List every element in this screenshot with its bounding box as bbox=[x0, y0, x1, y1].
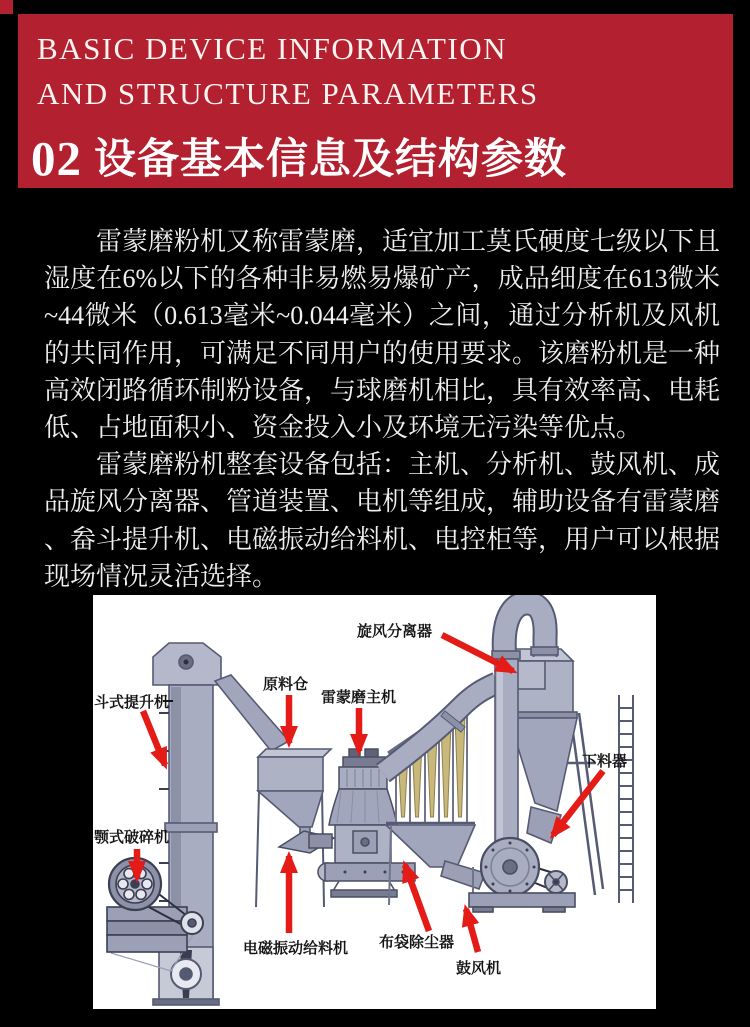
label-raymond-mill-host: 雷蒙磨主机 bbox=[321, 690, 397, 706]
section-number: 02 bbox=[31, 131, 82, 186]
discharger-graphic bbox=[527, 807, 561, 843]
header-title-en-line2: AND STRUCTURE PARAMETERS bbox=[37, 76, 539, 111]
bag-collector-arrow bbox=[405, 865, 429, 931]
label-bucket-elevator: 斗式提升机 bbox=[94, 695, 170, 711]
blower-graphic bbox=[469, 838, 575, 912]
blower-arrow bbox=[466, 909, 478, 952]
equipment-structure-diagram bbox=[93, 595, 656, 1009]
header-title-en-line1: BASIC DEVICE INFORMATION bbox=[37, 31, 508, 66]
section-title-zh: 设备基本信息及结构参数 bbox=[94, 137, 568, 183]
raw-material-bin-graphic bbox=[256, 749, 331, 907]
cyclone-ladder bbox=[619, 695, 633, 903]
label-blower: 鼓风机 bbox=[456, 961, 502, 977]
bucket-elevator-arrow bbox=[143, 711, 165, 765]
label-bag-dust-collector: 布袋除尘器 bbox=[379, 935, 455, 951]
section-header bbox=[18, 14, 733, 188]
label-jaw-crusher: 颚式破碎机 bbox=[94, 830, 170, 846]
corner-accent-block bbox=[0, 0, 13, 14]
label-cyclone-separator: 旋风分离器 bbox=[357, 624, 433, 640]
paragraph-components: 雷蒙磨粉机整套设备包括：主机、分析机、鼓风机、成品旋风分离器、管道装置、电机等组成，辅助设备有雷蒙磨 、畚斗提升机、电磁振动给料机、电控柜等，用户可以根据现场情况灵活选择。 bbox=[44, 450, 721, 591]
label-discharger: 下料器 bbox=[582, 754, 628, 770]
vibrating-feeder-graphic bbox=[279, 831, 334, 853]
intro-text bbox=[44, 223, 720, 595]
label-raw-material-bin: 原料仓 bbox=[263, 677, 309, 693]
paragraph-overview: 雷蒙磨粉机又称雷蒙磨，适宜加工莫氏硬度七级以下且湿度在6%以下的各种非易燃易爆矿产，成品细度在613微米~44微米（0.613毫米~0.044毫米）之间，通过分析机及风机的共同作用，可满足不同用户的使用要求。该磨粉机是一种高效闭路循环制粉设备，与球磨机相比，具有效率高、电耗低、占地面积小、资金投入小及环境无污染等优点。 bbox=[44, 227, 721, 443]
header-title-en bbox=[37, 26, 733, 116]
header-title-zh bbox=[31, 126, 733, 187]
label-vibrating-feeder: 电磁振动给料机 bbox=[243, 941, 349, 957]
